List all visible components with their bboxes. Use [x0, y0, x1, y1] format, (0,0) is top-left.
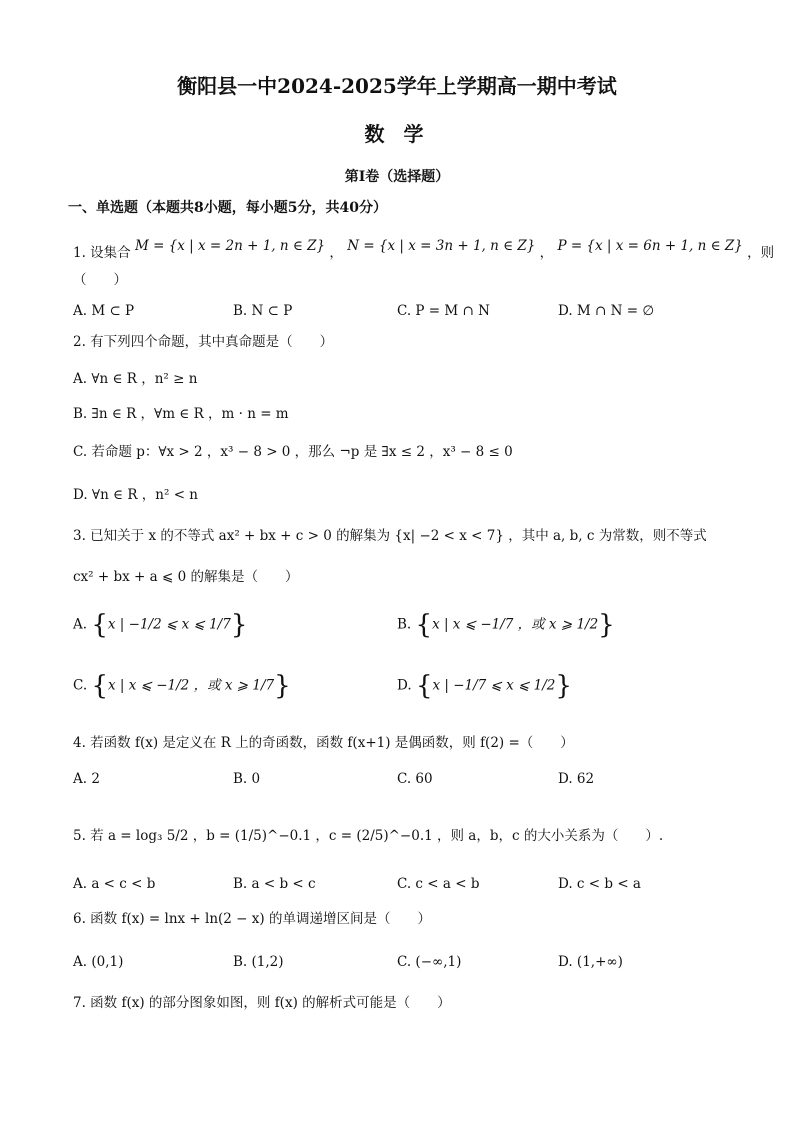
q3-option-d-letter: D. — [397, 677, 412, 694]
q2-option-d[interactable]: D. ∀n ∈ R ，n² < n — [73, 487, 198, 503]
q6-option-a[interactable]: A. (0,1) — [73, 954, 124, 970]
q3-option-d-set: x | −1/7 ⩽ x ⩽ 1/2 — [432, 677, 556, 694]
q1-paren: （ ） — [73, 272, 127, 288]
q1-set-m: M = {x | x = 2n + 1, n ∈ Z} — [134, 238, 326, 254]
q1-option-c[interactable]: C. P = M ∩ N — [397, 303, 490, 319]
q4-option-c[interactable]: C. 60 — [397, 771, 433, 787]
q6-option-d[interactable]: D. (1,+∞) — [558, 954, 623, 970]
q1-lead: 1. 设集合 — [73, 245, 131, 261]
q3-option-c-letter: C. — [73, 677, 88, 694]
q6-option-b[interactable]: B. (1,2) — [233, 954, 284, 970]
question-7-stem: 7. 函数 f(x) 的部分图象如图，则 f(x) 的解析式可能是（ ） — [73, 995, 451, 1011]
question-1-stem: 1. 设集合 M = {x | x = 2n + 1, n ∈ Z} ， N = {x | x = 3n + 1, n ∈ Z} ， P = {x | x = 6n + 1, n ∈ Z} ，则 — [73, 238, 775, 261]
q5-option-a[interactable]: A. a < c < b — [73, 876, 156, 892]
q3-option-c[interactable]: C. {x | x ⩽ −1/2 ，或 x ⩾ 1/7} — [73, 671, 291, 701]
q1-set-n: N = {x | x = 3n + 1, n ∈ Z} — [347, 238, 536, 254]
q1-set-p: P = {x | x = 6n + 1, n ∈ Z} — [557, 238, 743, 254]
q5-option-d[interactable]: D. c < b < a — [558, 876, 641, 892]
volume-title: 第Ⅰ卷（选择题） — [344, 169, 450, 185]
q5-option-c[interactable]: C. c < a < b — [397, 876, 480, 892]
q3-option-b-set: x | x ⩽ −1/7 ，或 x ⩾ 1/2 — [432, 616, 599, 633]
q1-option-d[interactable]: D. M ∩ N = ∅ — [558, 303, 655, 319]
q2-option-c[interactable]: C. 若命题 p：∀x > 2 ，x³ − 8 > 0 ，那么 ¬p 是 ∃x ≤ 2 ，x³ − 8 ≤ 0 — [73, 444, 513, 460]
q1-option-a[interactable]: A. M ⊂ P — [73, 303, 135, 319]
question-3-stem-line-2: cx² + bx + a ⩽ 0 的解集是（ ） — [73, 569, 299, 585]
question-2-stem: 2. 有下列四个命题，其中真命题是（ ） — [73, 334, 334, 350]
q3-option-a-set: x | −1/2 ⩽ x ⩽ 1/7 — [107, 616, 231, 633]
q3-option-b-letter: B. — [397, 616, 412, 633]
q3-option-b[interactable]: B. {x | x ⩽ −1/7 ，或 x ⩾ 1/2} — [397, 610, 615, 640]
section-heading: 一、单选题（本题共8小题，每小题5分，共40分） — [68, 200, 387, 216]
q1-tail: ，则 — [747, 245, 775, 261]
q3-option-d[interactable]: D. {x | −1/7 ⩽ x ⩽ 1/2} — [397, 671, 572, 701]
subject-title: 数 学 — [364, 122, 430, 146]
question-4-stem: 4. 若函数 f(x) 是定义在 R 上的奇函数，函数 f(x+1) 是偶函数，则 f(2) =（ ） — [73, 735, 574, 751]
q6-option-c[interactable]: C. (−∞,1) — [397, 954, 462, 970]
exam-title: 衡阳县一中2024-2025学年上学期高一期中考试 — [177, 74, 617, 98]
q4-option-d[interactable]: D. 62 — [558, 771, 595, 787]
q2-option-b[interactable]: B. ∃n ∈ R ，∀m ∈ R ，m · n = m — [73, 406, 289, 422]
q3-option-a[interactable]: A. {x | −1/2 ⩽ x ⩽ 1/7} — [73, 610, 248, 640]
q5-option-b[interactable]: B. a < b < c — [233, 876, 316, 892]
q4-option-a[interactable]: A. 2 — [73, 771, 100, 787]
question-3-stem-line-1: 3. 已知关于 x 的不等式 ax² + bx + c > 0 的解集为 {x| −2 < x < 7} ，其中 a, b, c 为常数，则不等式 — [73, 528, 707, 544]
q3-option-c-set: x | x ⩽ −1/2 ，或 x ⩾ 1/7 — [107, 677, 275, 694]
question-6-stem: 6. 函数 f(x) = lnx + ln(2 − x) 的单调递增区间是（ ） — [73, 911, 431, 927]
q1-option-b[interactable]: B. N ⊂ P — [233, 303, 293, 319]
q4-option-b[interactable]: B. 0 — [233, 771, 261, 787]
q3-option-a-letter: A. — [73, 616, 88, 633]
question-5-stem: 5. 若 a = log₃ 5/2 ，b = (1/5)^−0.1 ，c = (2/5)^−0.1 ，则 a，b，c 的大小关系为（ ）. — [73, 828, 664, 844]
q2-option-a[interactable]: A. ∀n ∈ R ，n² ≥ n — [73, 371, 198, 387]
